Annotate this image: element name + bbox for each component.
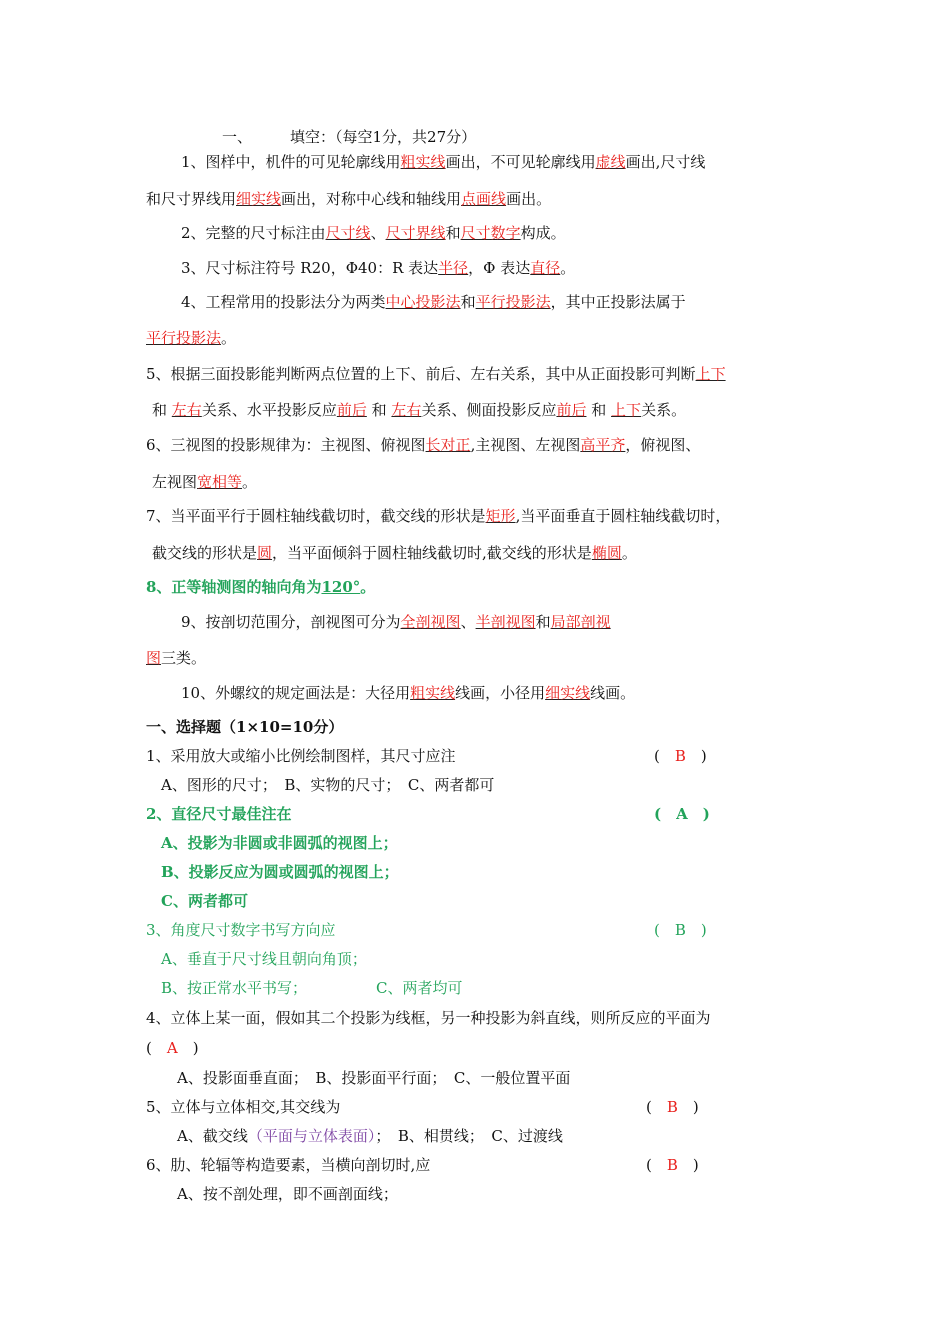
answer-blank: 左右	[171, 401, 202, 419]
answer-blank: 细实线	[545, 684, 591, 702]
question-8: 8、正等轴测图的轴向角为120°。	[146, 578, 376, 596]
question-10: 10、外螺纹的规定画法是：大径用粗实线线画，小径用细实线线画。	[181, 684, 636, 702]
question-1-line-1: 1、图样中，机件的可见轮廓线用粗实线画出，不可见轮廓线用虚线画出,尺寸线	[181, 153, 706, 171]
answer-blank: 半剖视图	[475, 613, 536, 631]
question-7-line-2: 截交线的形状是圆，当平面倾斜于圆柱轴线截切时,截交线的形状是椭圆。	[152, 544, 637, 562]
question-6-line-1: 6、三视图的投影规律为：主视图、俯视图长对正,主视图、左视图高平齐，俯视图、	[146, 436, 701, 454]
choice-2-option-a: A、投影为非圆或非圆弧的视图上；	[161, 834, 398, 852]
answer-blank: 椭圆	[591, 544, 622, 562]
choice-2-option-c: C、两者都可	[161, 892, 248, 910]
question-6-line-2: 左视图宽相等。	[152, 473, 258, 491]
question-7-line-1: 7、当平面平行于圆柱轴线截切时，截交线的形状是矩形,当平面垂直于圆柱轴线截切时，	[146, 507, 731, 525]
answer-blank: 平行投影法	[475, 293, 551, 311]
answer-blank: 粗实线	[400, 153, 446, 171]
question-9-line-2: 图三类。	[146, 649, 207, 667]
question-5-line-2: 和 左右关系、水平投影反应前后 和 左右关系、侧面投影反应前后 和 上下关系。	[152, 401, 687, 419]
choice-5-answer: ( B )	[646, 1098, 699, 1116]
choice-3-option-a: A、垂直于尺寸线且朝向角顶；	[161, 950, 367, 968]
question-4-line-1: 4、工程常用的投影法分为两类中心投影法和平行投影法，其中正投影法属于	[181, 293, 686, 311]
choice-3-option-b: B、按正常水平书写；	[161, 979, 308, 997]
answer-blank: 粗实线	[410, 684, 456, 702]
answer-blank: 长对正	[425, 436, 471, 454]
choice-3-answer: ( B )	[654, 921, 707, 939]
answer-blank: 前后	[556, 401, 587, 419]
question-9-line-1: 9、按剖切范围分，剖视图可分为全剖视图、半剖视图和局部剖视	[181, 613, 611, 631]
question-3: 3、尺寸标注符号 R20，Φ40：R 表达半径，Φ 表达直径。	[181, 259, 576, 277]
question-5-line-1: 5、根据三面投影能判断两点位置的上下、前后、左右关系，其中从正面投影可判断上下	[146, 365, 726, 383]
answer-blank: 尺寸界线	[385, 224, 446, 242]
choice-1-question: 1、采用放大或缩小比例绘制图样，其尺寸应注	[146, 747, 456, 765]
answer-blank: 局部剖视	[550, 613, 611, 631]
answer-blank: 前后	[336, 401, 367, 419]
answer-blank: 尺寸数字	[460, 224, 521, 242]
answer-blank: 细实线	[236, 190, 282, 208]
choice-1-options: A、图形的尺寸； B、实物的尺寸； C、两者都可	[161, 776, 495, 794]
choice-3-option-c: C、两者均可	[376, 979, 463, 997]
answer-blank: 平行投影法	[146, 329, 222, 347]
answer-blank: 虚线	[595, 153, 626, 171]
answer-blank: 中心投影法	[385, 293, 461, 311]
answer-blank: 全剖视图	[400, 613, 461, 631]
answer-blank: 矩形	[485, 507, 516, 525]
choice-6-answer: ( B )	[646, 1156, 699, 1174]
answer-blank: 左右	[391, 401, 422, 419]
answer-blank: 上下	[611, 401, 642, 419]
choice-2-option-b: B、投影反应为圆或圆弧的视图上；	[161, 863, 399, 881]
choice-2-answer: ( A )	[654, 805, 710, 823]
answer-blank: 尺寸线	[325, 224, 371, 242]
answer-blank: 上下	[695, 365, 726, 383]
answer-blank: 120°	[321, 578, 361, 596]
choice-4-options: A、投影面垂直面； B、投影面平行面； C、一般位置平面	[177, 1069, 571, 1087]
answer-blank: 宽相等	[197, 473, 243, 491]
choice-4-question: 4、立体上某一面，假如其二个投影为线框，另一种投影为斜直线，则所反应的平面为	[146, 1009, 711, 1027]
choice-5-options: A、截交线（平面与立体表面）； B、相贯线； C、过渡线	[177, 1127, 563, 1145]
answer-blank: 图	[146, 649, 162, 667]
choice-2-question: 2、直径尺寸最佳注在	[146, 805, 292, 823]
choice-4-answer: ( A )	[146, 1039, 199, 1057]
choice-6-question: 6、肋、轮辐等构造要素，当横向剖切时,应	[146, 1156, 431, 1174]
choice-5-question: 5、立体与立体相交,其交线为	[146, 1098, 341, 1116]
question-2: 2、完整的尺寸标注由尺寸线、尺寸界线和尺寸数字构成。	[181, 224, 566, 242]
choice-6-option-a: A、按不剖处理，即不画剖面线；	[177, 1185, 398, 1203]
section-title-choice: 一、选择题（1×10=10分）	[146, 718, 344, 736]
choice-1-answer: ( B )	[654, 747, 707, 765]
answer-blank: 高平齐	[580, 436, 626, 454]
answer-blank: 圆	[257, 544, 273, 562]
question-4-line-2: 平行投影法。	[146, 329, 237, 347]
answer-blank: 点画线	[461, 190, 507, 208]
answer-blank: 直径	[530, 259, 561, 277]
section-title-fill-blank: 一、 填空：（每空1分，共27分）	[222, 128, 477, 146]
question-1-line-2: 和尺寸界线用细实线画出，对称中心线和轴线用点画线画出。	[146, 190, 552, 208]
answer-blank: 半径	[438, 259, 469, 277]
choice-3-question: 3、角度尺寸数字书写方向应	[146, 921, 336, 939]
